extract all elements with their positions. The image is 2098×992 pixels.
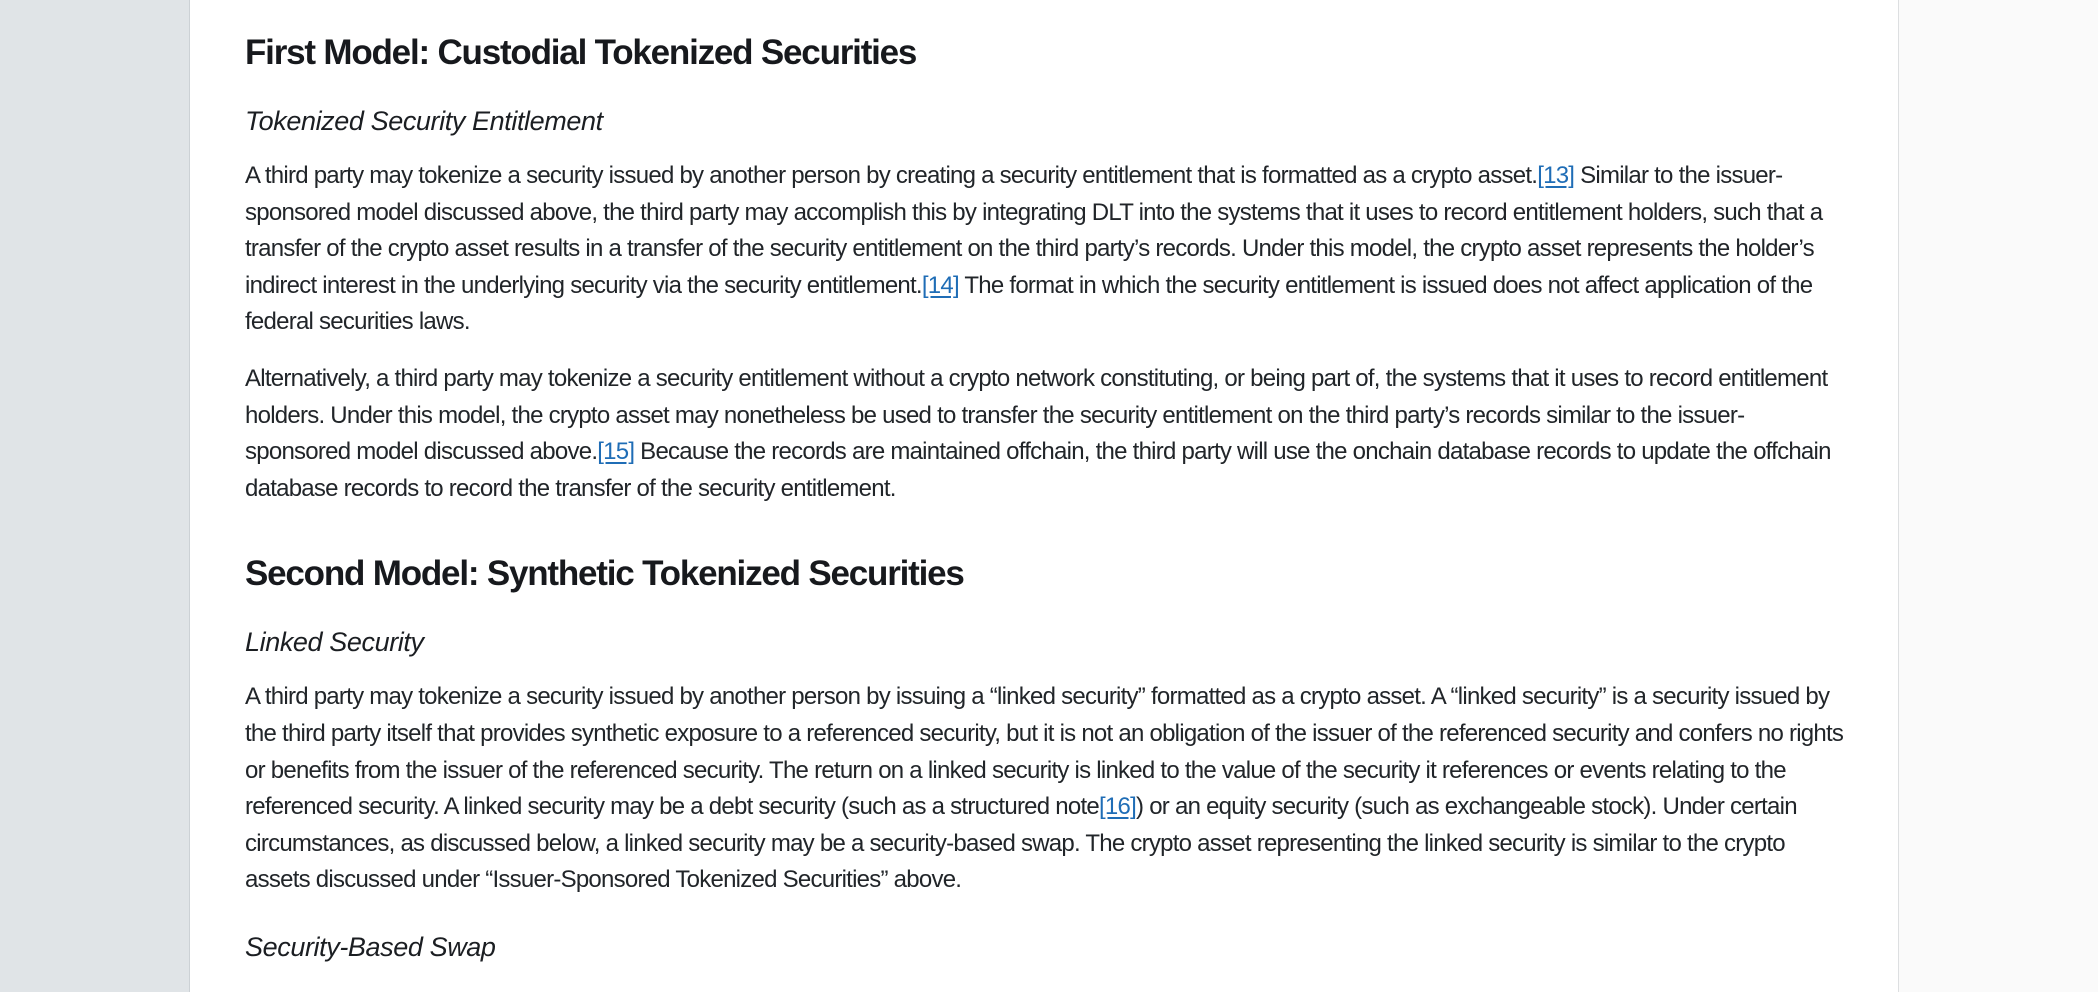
text-run: ) or an equity security (such as exchangeable stock). Under certain circumstances, as discussed below, a linked security may be a security-based swap. The crypto asset representing the linked security is similar to the crypto assets discussed under “Issuer-Sponsored Tokenized Securities” above. (245, 793, 1797, 894)
article (190, 0, 1898, 964)
text-run: Because the records are maintained offchain, the third party will use the onchain database records to update the offchain database records to record the transfer of the security entitlement. (245, 438, 1831, 502)
footnote-link[interactable]: [16] (1099, 793, 1137, 821)
paragraph-custodial-2 (245, 361, 1844, 507)
document-content-pane (190, 0, 1899, 992)
text-run: Alternatively, a third party may tokenize a security entitlement without a crypto network constituting, or being part of, the systems that it uses to record entitlement holders. Under this model, the crypto asset may nonetheless be used to transfer the security entitlement on the third party’s records similar to the issuer-sponsored model discussed above. (245, 364, 1828, 466)
section-heading-second-model: Second Model: Synthetic Tokenized Securities (245, 554, 964, 594)
footnote-link[interactable]: [14] (921, 271, 959, 299)
text-run: A third party may tokenize a security issued by another person by issuing a “linked security” formatted as a crypto asset. A “linked security” is a security issued by the third party itself that provides synthetic exposure to a referenced security, but it is not an obligation of the issuer of the referenced security and confers no rights or benefits from the issuer of the referenced security. The return on a linked security is linked to the value of the security it references or events relating to the referenced security. A linked security may be a debt security (such as a structured note (245, 683, 1844, 821)
left-margin-gutter (0, 0, 190, 992)
right-margin-gutter (1899, 0, 2098, 992)
footnote-link[interactable]: [13] (1537, 162, 1575, 189)
text-run: Similar to the issuer-sponsored model discussed above, the third party may accomplish this by integrating DLT into the systems that it uses to record entitlement holders, such that a transfer of the crypto asset results in a transfer of the security entitlement on the third party’s records. Under this model, the crypto asset represents the holder’s indirect interest in the underlying security via the security entitlement. (245, 162, 1823, 299)
paragraph-custodial-1 (245, 158, 1844, 341)
text-run: A third party may tokenize a security issued by another person by creating a security entitlement that is formatted as a crypto asset. (245, 162, 1538, 189)
section-heading-first-model: First Model: Custodial Tokenized Securities (245, 33, 917, 72)
footnote-link[interactable]: [15] (597, 438, 635, 466)
text-run: The format in which the security entitlement is issued does not affect application of the federal securities laws. (245, 271, 1813, 336)
subheading-security-based-swap: Security-Based Swap (245, 931, 496, 962)
subheading-linked-security: Linked Security (245, 627, 424, 658)
paragraph-linked-security (245, 679, 1844, 899)
subheading-tokenized-security-entitlement: Tokenized Security Entitlement (245, 106, 603, 136)
